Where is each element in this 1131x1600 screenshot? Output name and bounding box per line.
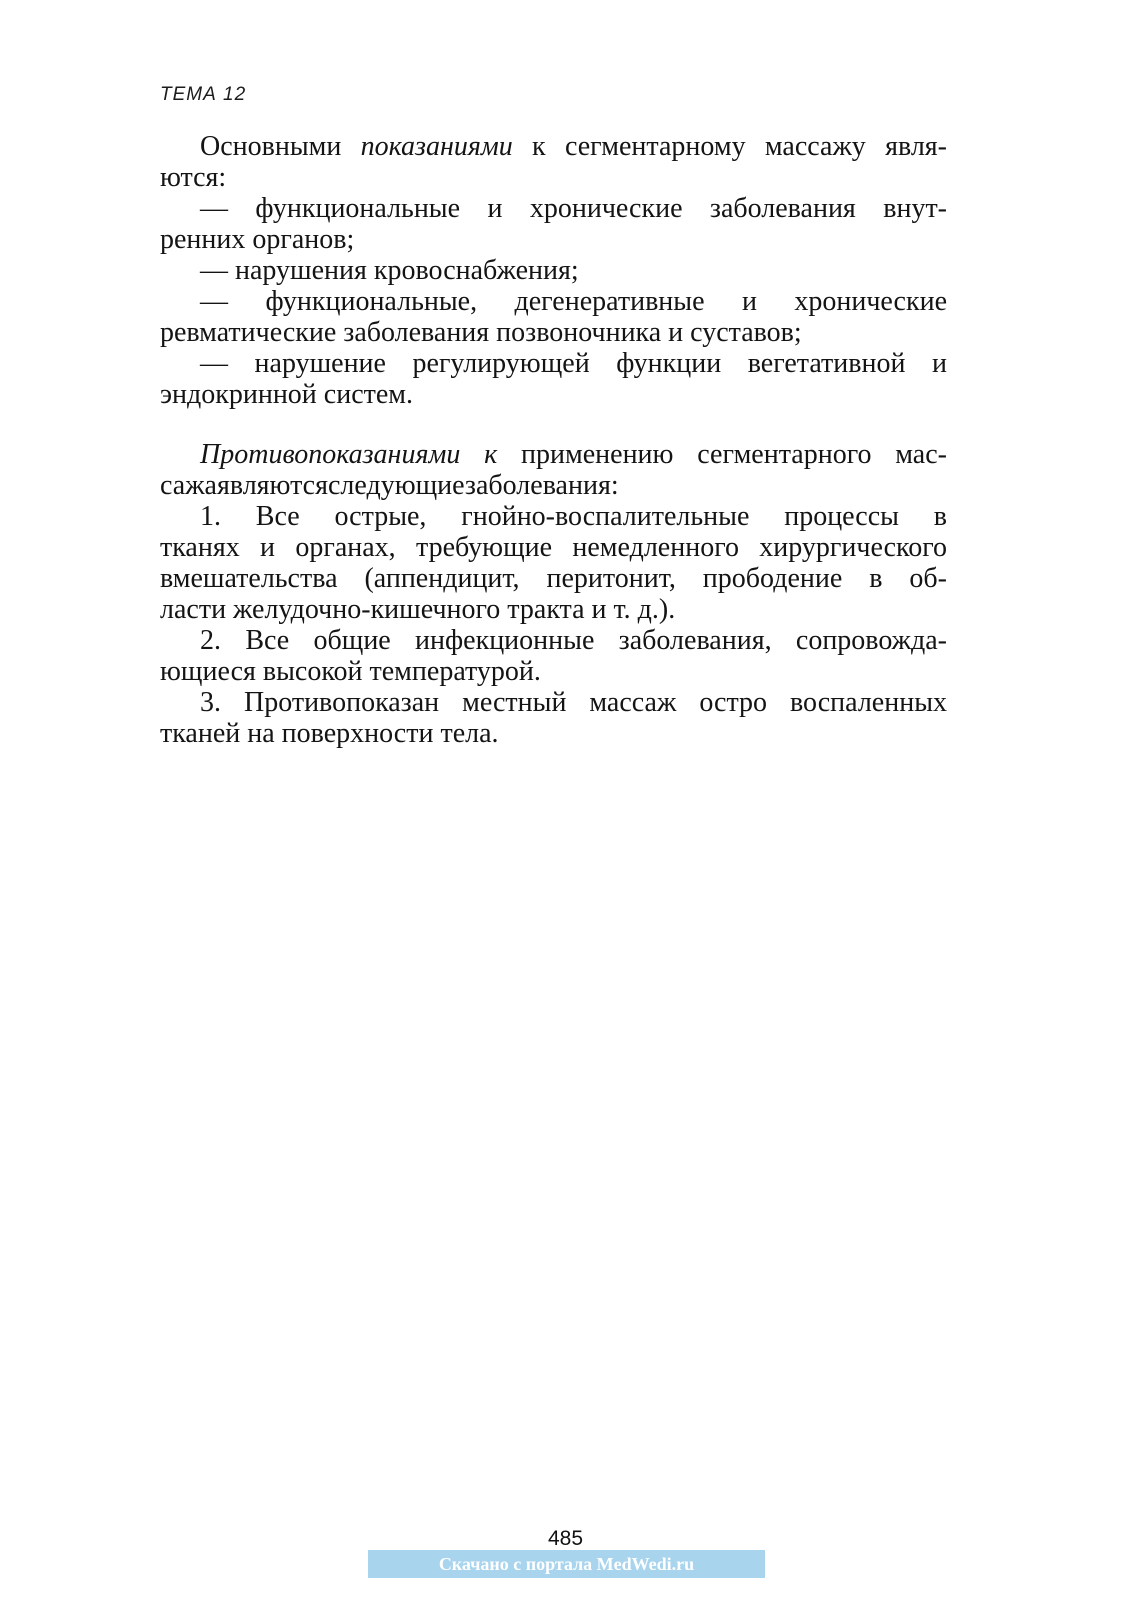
contraindication-item-2-line-1: 2. Все общие инфекционные заболевания, сопровожда- [200,625,947,656]
contraindication-item-3-line-1: 3. Противопоказан местный массаж остро воспаленных [200,687,947,718]
contraindication-item-3-line-2: тканей на поверхности тела. [160,718,499,749]
indication-item-4-line-1: — нарушение регулирующей функции вегетативной и [200,348,947,379]
intro-text: к сегментарному массажу явля- [512,131,947,162]
contraindications-term: Противопоказаниями к [200,439,498,470]
intro-text: Основными [200,131,361,162]
download-banner-text: Скачано с портала MedWedi.ru [438,1553,695,1574]
contraindication-item-1-line-2: тканях и органах, требующие немедленного хирургического [160,532,947,563]
indication-item-3-line-2: ревматические заболевания позвоночника и суставов; [160,317,802,348]
indication-item-1-line-1: — функциональные и хронические заболевания внут- [200,193,947,224]
contraindications-intro-line [160,439,947,470]
page-number: 485 [547,1527,584,1550]
indication-item-3-line-1: — функциональные, дегенеративные и хронические [200,286,947,317]
indication-item-1-line-2: ренних органов; [160,224,355,255]
contraindication-item-2-line-2: ющиеся высокой температурой. [160,656,541,687]
indication-item-2-line-1: — нарушения кровоснабжения; [200,255,579,286]
indications-intro-line [160,131,947,162]
contraindication-item-1-line-3: вмешательства (аппендицит, перитонит, прободение в об- [160,563,947,594]
contraindications-intro-cont: сажаявляютсяследующиезаболевания: [160,470,619,501]
intro-text: применению сегментарного мас- [497,439,947,470]
download-banner [368,1550,765,1578]
running-header: ТЕМА 12 [160,84,247,105]
paragraph-gap [160,410,947,439]
contraindication-item-1-line-4: ласти желудочно-кишечного тракта и т. д.). [160,594,676,625]
indications-section [160,131,947,410]
body-text [160,131,947,749]
contraindications-section [160,439,947,749]
indications-intro-cont: ются: [160,162,227,193]
indication-item-4-line-2: эндокринной систем. [160,379,414,410]
contraindication-item-1-line-1: 1. Все острые, гнойно-воспалительные процессы в [200,501,947,532]
indications-term: показаниями [360,131,513,162]
